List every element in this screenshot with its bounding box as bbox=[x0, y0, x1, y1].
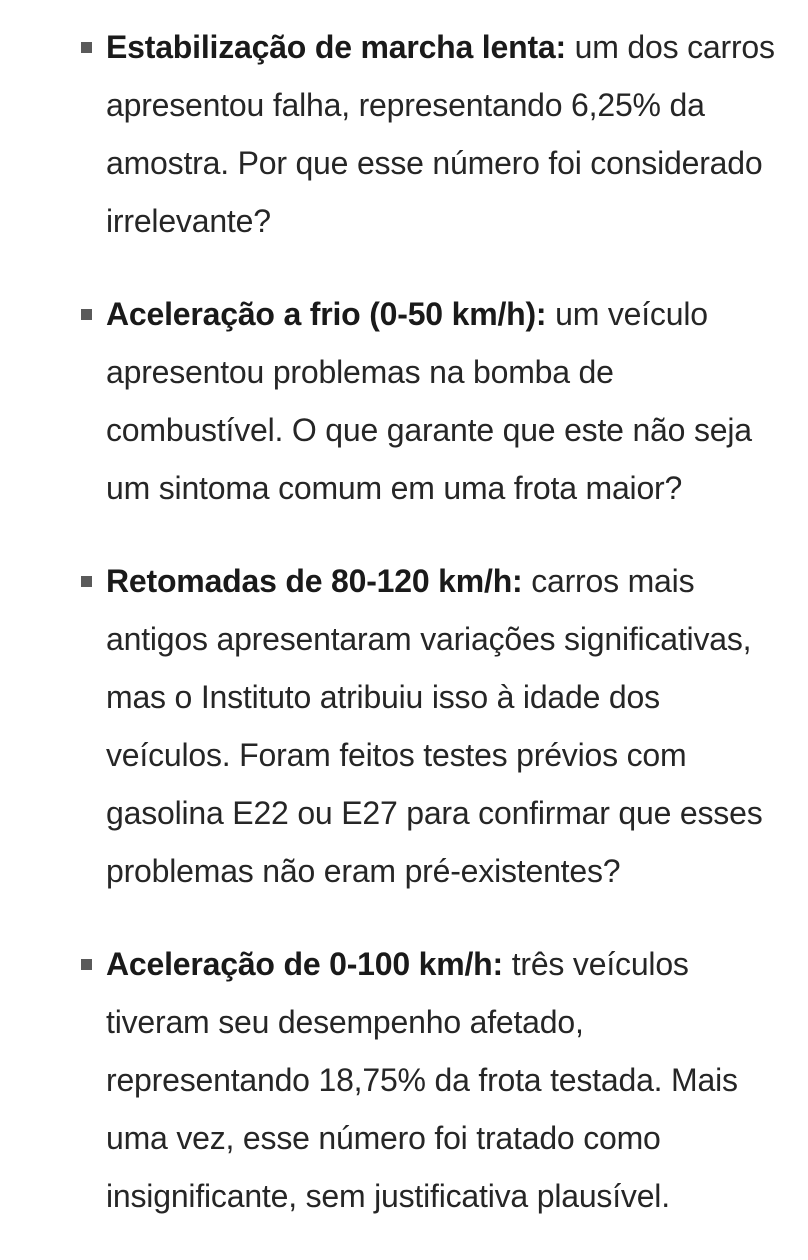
list-item-acceleration-0-100 bbox=[106, 935, 786, 1225]
article-body bbox=[0, 18, 808, 1260]
bullet-list bbox=[0, 18, 786, 1225]
item-title: Aceleração de 0-100 km/h: bbox=[106, 946, 503, 982]
item-text: carros mais antigos apresentaram variações significativas, mas o Instituto atribuiu isso à idade dos veículos. Foram feitos testes prévios com gasolina E22 ou E27 para confirmar que esses problemas não eram pré-existentes? bbox=[106, 563, 763, 889]
item-text: um dos carros apresentou falha, representando 6,25% da amostra. Por que esse número foi considerado irrelevante? bbox=[106, 29, 775, 239]
square-bullet-icon bbox=[81, 309, 92, 320]
list-item-cold-acceleration bbox=[106, 285, 786, 517]
square-bullet-icon bbox=[81, 576, 92, 587]
item-text: três veículos tiveram seu desempenho afetado, representando 18,75% da frota testada. Mais uma vez, esse número foi tratado como insignificante, sem justificativa plausível. bbox=[106, 946, 738, 1214]
list-item-resumption bbox=[106, 552, 786, 900]
item-title: Estabilização de marcha lenta: bbox=[106, 29, 566, 65]
item-title: Aceleração a frio (0-50 km/h): bbox=[106, 296, 547, 332]
item-title: Retomadas de 80-120 km/h: bbox=[106, 563, 523, 599]
list-item-idle-stabilization bbox=[106, 18, 786, 250]
item-text: um veículo apresentou problemas na bomba de combustível. O que garante que este não seja um sintoma comum em uma frota maior? bbox=[106, 296, 752, 506]
square-bullet-icon bbox=[81, 42, 92, 53]
square-bullet-icon bbox=[81, 959, 92, 970]
